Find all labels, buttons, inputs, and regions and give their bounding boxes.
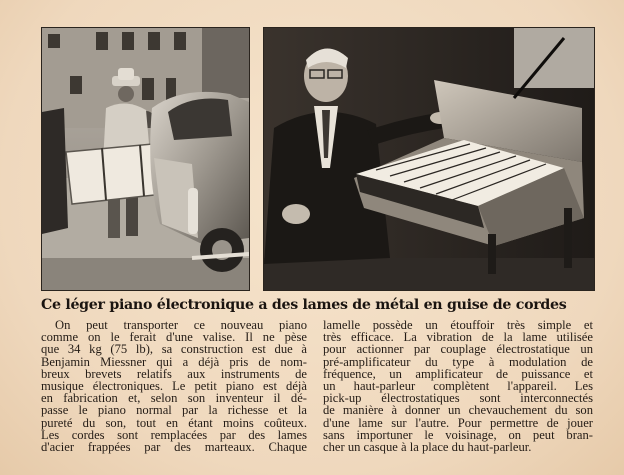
- photo-car-illustration: [42, 28, 249, 290]
- text-line: On peut transporter ce nouveau piano: [55, 318, 307, 332]
- text-line: très efficace. La vibration de la lame utilisée: [323, 330, 593, 345]
- text-line: pureté du son, tout en étant moins coûteux.: [41, 415, 307, 430]
- text-line: pick-up électrostatiques sont interconnectés: [323, 391, 593, 406]
- article-column-left: [41, 319, 307, 453]
- text-line: musique électroniques. Le petit piano est déjà: [41, 379, 307, 394]
- text-line: cher un casque à la place du haut-parleur.: [323, 440, 532, 455]
- text-line: Les cordes sont remplacées par des lames: [41, 427, 307, 442]
- text-line: d'une lame sur l'autre. Pour permettre de jouer: [323, 415, 593, 430]
- text-line: lamelle possède un étouffoir très simple et: [323, 318, 593, 332]
- photo-man-loading-car: [41, 27, 250, 291]
- text-line: pré-amplificateur du type à modulation de: [323, 354, 593, 369]
- text-line: de manière à donner un chevauchement du son: [323, 403, 593, 418]
- text-line: que 34 kg (75 lb), sa construction est due à: [41, 342, 307, 357]
- text-line: fréquence, un amplificateur de puissance et: [323, 366, 593, 381]
- text-line: pour actionner par couplage électrostatique un: [323, 342, 593, 357]
- text-line: sans importuner le voisinage, on peut bran-: [323, 427, 593, 442]
- photo-inventor-with-piano: [263, 27, 595, 291]
- text-line: un haut-parleur complètent l'appareil. Les: [323, 379, 593, 394]
- text-line: en fabrication et, selon son inventeur il dé-: [41, 391, 307, 406]
- photo-piano-illustration: [264, 28, 594, 290]
- article-caption: Ce léger piano électronique a des lames de métal en guise de cordes: [41, 297, 567, 313]
- text-line: Benjamin Miessner qui a déjà pris de nom-: [41, 354, 307, 369]
- text-line: breux brevets relatifs aux instruments de: [41, 366, 307, 381]
- text-line: comme on le ferait d'une valise. Il ne pèse: [41, 330, 307, 345]
- text-line: d'acier frappées par des marteaux. Chaque: [41, 440, 307, 455]
- article-column-right: [323, 319, 593, 453]
- text-line: passe le piano normal par la richesse et la: [41, 403, 307, 418]
